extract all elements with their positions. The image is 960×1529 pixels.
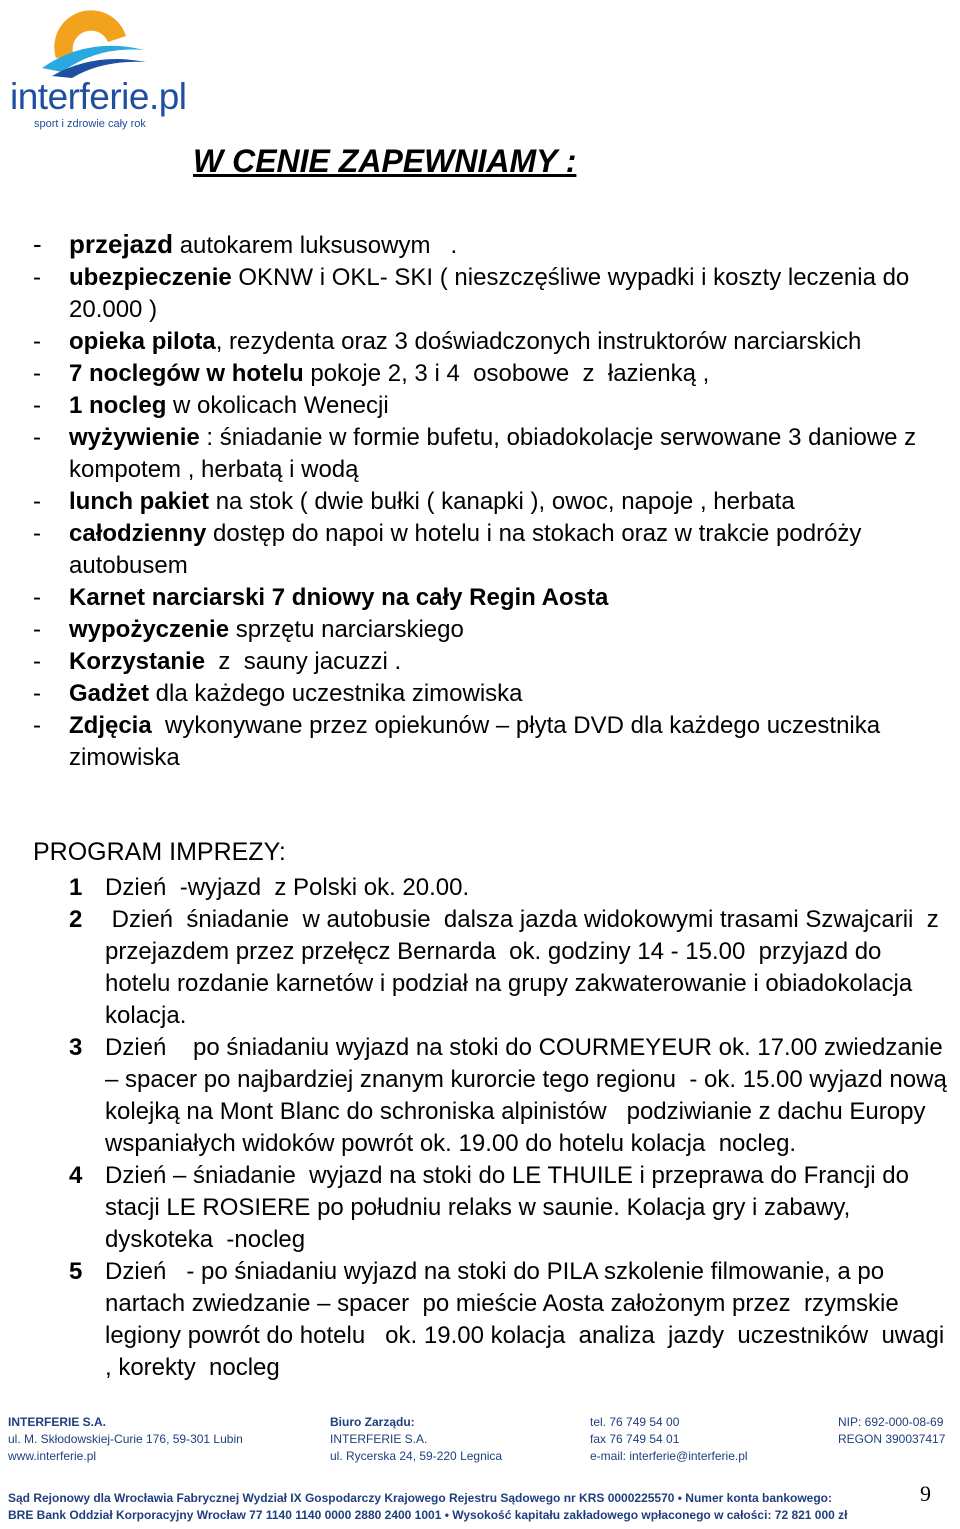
footer-registry	[838, 1414, 945, 1448]
list-item-lead: 7 noclegów w hotelu	[69, 360, 304, 387]
list-dash: -	[33, 488, 41, 515]
list-item	[33, 646, 933, 678]
program-day-number: 4	[69, 1162, 83, 1189]
footer-regon: REGON 390037417	[838, 1432, 946, 1446]
footer-email: e-mail: interferie@interferie.pl	[590, 1449, 748, 1463]
list-item	[33, 262, 933, 326]
list-item-text	[69, 358, 933, 390]
footer-contact	[590, 1414, 748, 1465]
page-number: 9	[920, 1481, 931, 1506]
list-item-rest: dla każdego uczestnika zimowiska	[149, 680, 523, 707]
list-item	[33, 358, 933, 390]
footer-office	[330, 1414, 502, 1465]
list-item-rest: dostęp do napoi w hotelu i na stokach oraz w trakcie podróży autobusem	[69, 520, 869, 579]
program-day	[69, 1256, 949, 1384]
program-day	[69, 1160, 949, 1256]
list-item	[33, 486, 933, 518]
footer-company-name: INTERFERIE S.A.	[8, 1415, 107, 1429]
program-days-list	[69, 872, 954, 1384]
list-item-lead: całodzienny	[69, 520, 207, 547]
list-item-lead: opieka pilota	[69, 328, 216, 355]
list-dash: -	[33, 584, 41, 611]
logo-tagline: sport i zdrowie cały rok	[34, 118, 146, 130]
list-item-text	[69, 646, 933, 678]
list-item-lead: Korzystanie	[69, 648, 206, 675]
footer-office-address: ul. Rycerska 24, 59-220 Legnica	[330, 1449, 503, 1463]
list-item-lead: przejazd	[69, 229, 174, 259]
program-title: PROGRAM IMPREZY:	[33, 838, 286, 866]
list-item-lead: 1 nocleg	[69, 392, 167, 419]
footer-office-name: INTERFERIE S.A.	[330, 1432, 428, 1446]
list-item-text	[69, 518, 933, 582]
list-item-lead: Zdjęcia	[69, 712, 152, 739]
list-item-rest: z sauny jacuzzi .	[205, 648, 402, 675]
list-item-text	[69, 710, 933, 774]
list-item-text	[69, 486, 933, 518]
list-item-lead: lunch pakiet	[69, 488, 210, 515]
list-item-text	[69, 422, 933, 486]
list-dash: -	[33, 229, 42, 259]
footer-website: www.interferie.pl	[8, 1449, 97, 1463]
list-item-rest: : śniadanie w formie bufetu, obiadokolacje serwowane 3 daniowe z kompotem , herbatą i wodą	[69, 424, 923, 483]
program-day-text: Dzień po śniadaniu wyjazd na stoki do COURMEYEUR ok. 17.00 zwiedzanie – spacer po najbardziej znanym kurorcie tego regionu - ok. 15.00 wyjazd nową kolejką na Mont Blanc do schroniska alpinistów podziwianie z dachu Europy wspaniałych widoków powrót ok. 19.00 do hotelu kolacja nocleg.	[105, 1034, 954, 1157]
list-dash: -	[33, 264, 41, 291]
included-services-list	[33, 228, 933, 774]
list-item	[33, 518, 933, 582]
list-item	[33, 390, 933, 422]
list-item-rest: autokarem luksusowym .	[173, 232, 458, 259]
program-day-text: Dzień - po śniadaniu wyjazd na stoki do PILA szkolenie filmowanie, a po nartach zwiedzanie – spacer po mieście Aosta założonym przez rzymskie legiony powrót do hotelu ok. 19.00 kolacja analiza jazdy uczestników uwagi , korekty nocleg	[105, 1258, 951, 1381]
footer-office-title: Biuro Zarządu:	[330, 1415, 415, 1429]
list-dash: -	[33, 424, 41, 451]
program-day	[69, 872, 949, 904]
list-dash: -	[33, 328, 41, 355]
footer-company-address: ul. M. Skłodowskiej-Curie 176, 59-301 Lubin	[8, 1432, 243, 1446]
list-item	[33, 422, 933, 486]
list-item	[33, 678, 933, 710]
program-day-number: 1	[69, 874, 83, 901]
interferie-logo	[8, 6, 198, 130]
list-dash: -	[33, 712, 41, 739]
footer-phone: tel. 76 749 54 00	[590, 1415, 680, 1429]
footer-court-line: Sąd Rejonowy dla Wrocławia Fabrycznej Wydział IX Gospodarczy Krajowego Rejestru Sądowego nr KRS 0000225570 • Numer konta bankowego:	[8, 1491, 832, 1505]
list-item	[33, 582, 933, 614]
list-item-rest: OKNW i OKL- SKI ( nieszczęśliwe wypadki i koszty leczenia do 20.000 )	[69, 264, 916, 323]
list-item-lead: ubezpieczenie	[69, 264, 232, 291]
list-item-lead: Gadżet	[69, 680, 150, 707]
list-item-text	[69, 228, 933, 262]
list-item-text	[69, 582, 933, 614]
list-item-text	[69, 326, 933, 358]
list-item-text	[69, 390, 933, 422]
footer-bank-line: BRE Bank Oddział Korporacyjny Wrocław 77 1140 1140 0000 2880 2400 1001 • Wysokość kapitału zakładowego wpłaconego w całości: 72 821 000 zł	[8, 1508, 848, 1522]
list-dash: -	[33, 520, 41, 547]
list-dash: -	[33, 616, 41, 643]
footer-company	[8, 1414, 243, 1465]
footer-nip: NIP: 692-000-08-69	[838, 1415, 944, 1429]
list-item-rest: sprzętu narciarskiego	[229, 616, 464, 643]
list-item-text	[69, 678, 933, 710]
list-dash: -	[33, 648, 41, 675]
list-item-rest: pokoje 2, 3 i 4 osobowe z łazienką ,	[303, 360, 710, 387]
program-day-text: Dzień – śniadanie wyjazd na stoki do LE THUILE i przeprawa do Francji do stacji LE ROSIERE po południu relaks w saunie. Kolacja gry i zabawy, dyskoteka -nocleg	[105, 1162, 916, 1253]
list-dash: -	[33, 392, 41, 419]
program-day-number: 5	[69, 1258, 83, 1285]
program-day-text: Dzień śniadanie w autobusie dalsza jazda widokowymi trasami Szwajcarii z przejazdem przez przełęcz Bernarda ok. godziny 14 - 15.00 przyjazd do hotelu rozdanie karnetów i podział na grupy zakwaterowanie i obiadokolacja kolacja.	[105, 906, 946, 1029]
program-day-number: 3	[69, 1034, 83, 1061]
footer-fax: fax 76 749 54 01	[590, 1432, 680, 1446]
list-item-lead: wyżywienie	[69, 424, 200, 451]
page-heading: W CENIE ZAPEWNIAMY :	[193, 143, 577, 179]
list-item	[33, 614, 933, 646]
list-item-rest: , rezydenta oraz 3 doświadczonych instruktorów narciarskich	[215, 328, 862, 355]
list-item-rest: na stok ( dwie bułki ( kanapki ), owoc, napoje , herbata	[209, 488, 795, 515]
list-item-lead: wypożyczenie	[69, 616, 230, 643]
list-item-text	[69, 262, 933, 326]
list-item	[33, 228, 933, 262]
list-item-text	[69, 614, 933, 646]
program-day-text: Dzień -wyjazd z Polski ok. 20.00.	[105, 874, 470, 901]
list-item-rest: wykonywane przez opiekunów – płyta DVD dla każdego uczestnika zimowiska	[69, 712, 887, 771]
program-day	[69, 904, 949, 1032]
program-day	[69, 1032, 954, 1160]
list-item-rest: w okolicach Wenecji	[166, 392, 389, 419]
list-item	[33, 326, 933, 358]
list-dash: -	[33, 360, 41, 387]
sun-wave-icon	[38, 6, 148, 78]
logo-name: interferie.pl	[10, 76, 187, 117]
list-item	[33, 710, 933, 774]
list-item-lead: Karnet narciarski 7 dniowy na cały Regin Aosta	[69, 584, 609, 611]
program-day-number: 2	[69, 906, 83, 933]
footer-court-info	[8, 1490, 908, 1524]
list-dash: -	[33, 680, 41, 707]
